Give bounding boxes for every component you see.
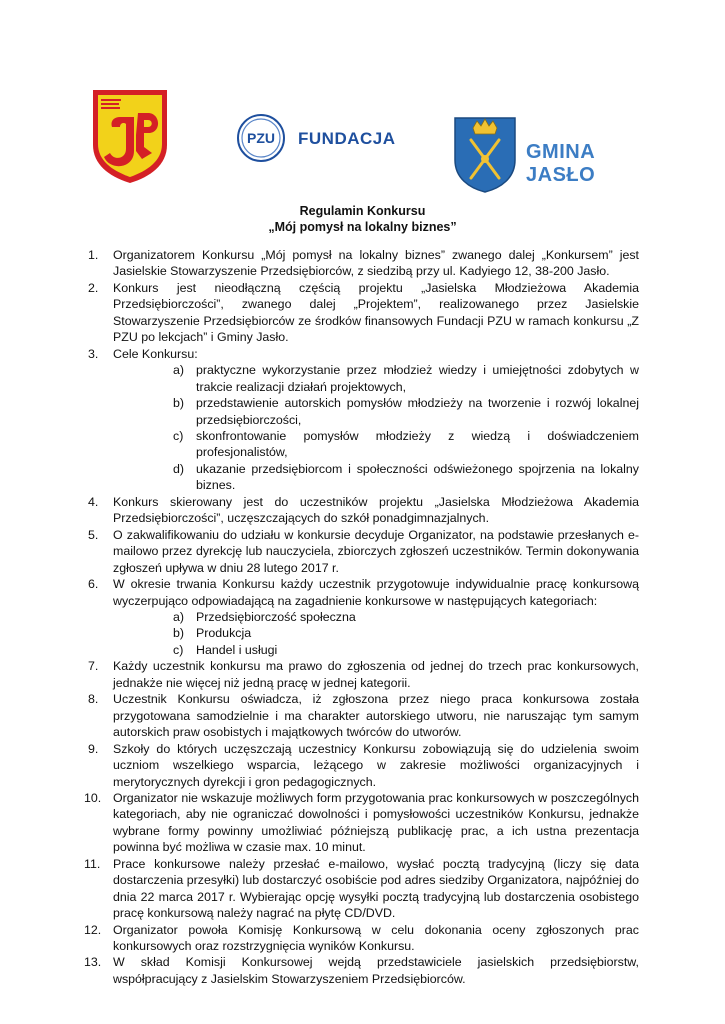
item-number: 11. [84, 856, 101, 871]
sub-item-letter: b) [173, 626, 185, 641]
sub-item-letter: d) [173, 461, 185, 476]
item-text: W skład Komisji Konkursowej wejdą przedstawiciele jasielskich przedsiębiorstw, współpracujący z Jasielskim Stowarzyszeniem Przedsiębiorców. [113, 955, 639, 986]
document-subtitle: „Mój pomysł na lokalny biznes” [268, 220, 457, 234]
item-text: O zakwalifikowaniu do udziału w konkursie decyduje Organizator, na podstawie przesłanych e-mailowo przez dyrekcję lub nauczyciela, zbiorczych zgłoszeń uczestników. Termin dokonywania zgłoszeń upływa w dniu 28 lutego 2017 r. [113, 527, 639, 575]
sub-item-text: Przedsiębiorczość społeczna [196, 609, 356, 624]
list-item [84, 922, 639, 955]
item-text: Prace konkursowe należy przesłać e-mailowo, wysłać pocztą tradycyjną (liczy się data dostarczenia przesyłki) lub dostarczyć osobiście pod adres siedziby Organizatora, najpóźniej do dnia 22 marca 2017 r. Wybierając opcję wysyłki pocztą tradycyjną lub dostarczenia osobistego pracę konkursową należy nagrać na płytę CD/DVD. [113, 856, 639, 921]
sub-list [88, 609, 639, 658]
list-item [84, 954, 639, 987]
pzu-logo [236, 113, 396, 163]
list-item [88, 494, 639, 527]
list-item [84, 790, 639, 856]
gmina-jaslo-logo [453, 116, 643, 194]
sub-item-letter: a) [173, 609, 185, 624]
item-number: 6. [88, 577, 99, 592]
item-text: Organizator nie wskazuje możliwych form przygotowania prac konkursowych w poszczególnych kategoriach, aby nie ograniczać dowolności i pomysłowości uczestników Konkursu, jednakże wybrane formy powinny umożliwiać późniejszą publikację prac, a ich ustna prezentacja powinna być możliwa w czasie max. 10 minut. [113, 790, 639, 855]
svg-text:PZU: PZU [247, 130, 275, 146]
header-logos [0, 0, 725, 200]
sub-list-item [173, 609, 639, 625]
sub-item-letter: c) [173, 642, 184, 657]
gmina-jaslo-text: GMINA JASŁO [526, 141, 596, 186]
list-item [88, 527, 639, 576]
item-text: Uczestnik Konkursu oświadcza, iż zgłoszona przez niego praca konkursowa została przygotowana samodzielnie i ma charakter autorskiego utworu, nie naruszając tym samym autorskich praw osobistych i majątkowych twórców do utworów. [113, 692, 639, 740]
sub-item-letter: b) [173, 396, 185, 411]
sub-item-text: ukazanie przedsiębiorcom i społeczności odświeżonego spojrzenia na lokalny biznes. [196, 461, 639, 493]
item-text: Konkurs skierowany jest do uczestników projektu „Jasielska Młodzieżowa Akademia Przedsiębiorczości”, uczęszczających do szkół ponadgimnazjalnych. [113, 494, 639, 526]
pzu-logo-text: FUNDACJA [298, 129, 396, 148]
sub-list-item [173, 625, 639, 641]
item-number: 8. [88, 692, 99, 707]
item-number: 10. [84, 790, 102, 805]
sub-list-item [173, 461, 639, 494]
sub-item-text: skonfrontowanie pomysłów młodzieży z wiedzą i doświadczeniem profesjonalistów, [196, 428, 639, 460]
list-item [88, 247, 639, 280]
jaslo-coat-of-arms-icon [453, 116, 517, 194]
list-item [88, 280, 639, 346]
regulations-list [84, 247, 639, 987]
list-item [88, 691, 639, 740]
item-number: 3. [88, 346, 99, 361]
item-number: 7. [88, 659, 99, 674]
sub-list-item [173, 362, 639, 395]
item-number: 5. [88, 527, 99, 542]
item-text: Szkoły do których uczęszczają uczestnicy Konkursu zobowiązują się do udzielenia swoim uczniom wszelkiego wsparcia, leżącego w zakresie możliwości organizacyjnych i merytorycznych dyrekcji i gron pedagogicznych. [113, 741, 639, 789]
sub-item-text: Handel i usługi [196, 642, 278, 657]
list-item [84, 856, 639, 922]
item-text: Każdy uczestnik konkursu ma prawo do zgłoszenia od jednej do trzech prac konkursowych, jednakże nie więcej niż jedną pracę w jednej kategorii. [113, 659, 639, 690]
sub-item-letter: a) [173, 363, 185, 378]
item-text: Cele Konkursu: [113, 346, 198, 361]
jsp-logo-icon [90, 87, 170, 185]
item-text: Organizatorem Konkursu „Mój pomysł na lokalny biznes” zwanego dalej „Konkursem” jest Jasielskie Stowarzyszenie Przedsiębiorców, z siedzibą przy ul. Kadyiego 12, 38-200 Jasło. [113, 248, 639, 279]
item-text: Konkurs jest nieodłączną częścią projektu „Jasielska Młodzieżowa Akademia Przedsiębiorczości”, zwanego dalej „Projektem”, realizowanego przez Jasielskie Stowarzyszenie Przedsiębiorców ze środków finansowych Fundacji PZU w ramach konkursu „Z PZU po lekcjach” i Gminy Jasło. [113, 280, 639, 345]
item-number: 12. [84, 922, 102, 937]
sub-item-text: przedstawienie autorskich pomysłów młodzieży na tworzenie i rozwój lokalnej przedsiębiorczości, [196, 396, 639, 427]
item-number: 1. [88, 248, 99, 262]
item-text: Organizator powoła Komisję Konkursową w celu dokonania oceny zgłoszonych prac konkursowych oraz rozstrzygnięcia wyników Konkursu. [113, 922, 639, 954]
item-number: 9. [88, 741, 99, 756]
list-item [88, 658, 639, 691]
sub-item-text: Produkcja [196, 626, 252, 641]
list-item [88, 576, 639, 609]
list-item [88, 741, 639, 790]
item-number: 13. [84, 955, 102, 970]
document-title: Regulamin Konkursu [299, 204, 426, 218]
sub-list-item [173, 428, 639, 461]
sub-item-letter: c) [173, 428, 184, 443]
item-text: W okresie trwania Konkursu każdy uczestnik przygotowuje indywidualnie pracę konkursową wyczerpująco odpowiadającą na zagadnienie konkursowe w następujących kategoriach: [113, 577, 639, 608]
sub-list-item [173, 642, 639, 658]
sub-list-item [173, 395, 639, 428]
sub-item-text: praktyczne wykorzystanie przez młodzież wiedzy i umiejętności zdobytych w trakcie realizacji działań projektowych, [196, 363, 639, 394]
sub-list [88, 362, 639, 494]
pzu-logo-icon [236, 113, 292, 163]
item-number: 4. [88, 494, 99, 509]
item-number: 2. [88, 280, 99, 295]
list-item [88, 346, 639, 362]
